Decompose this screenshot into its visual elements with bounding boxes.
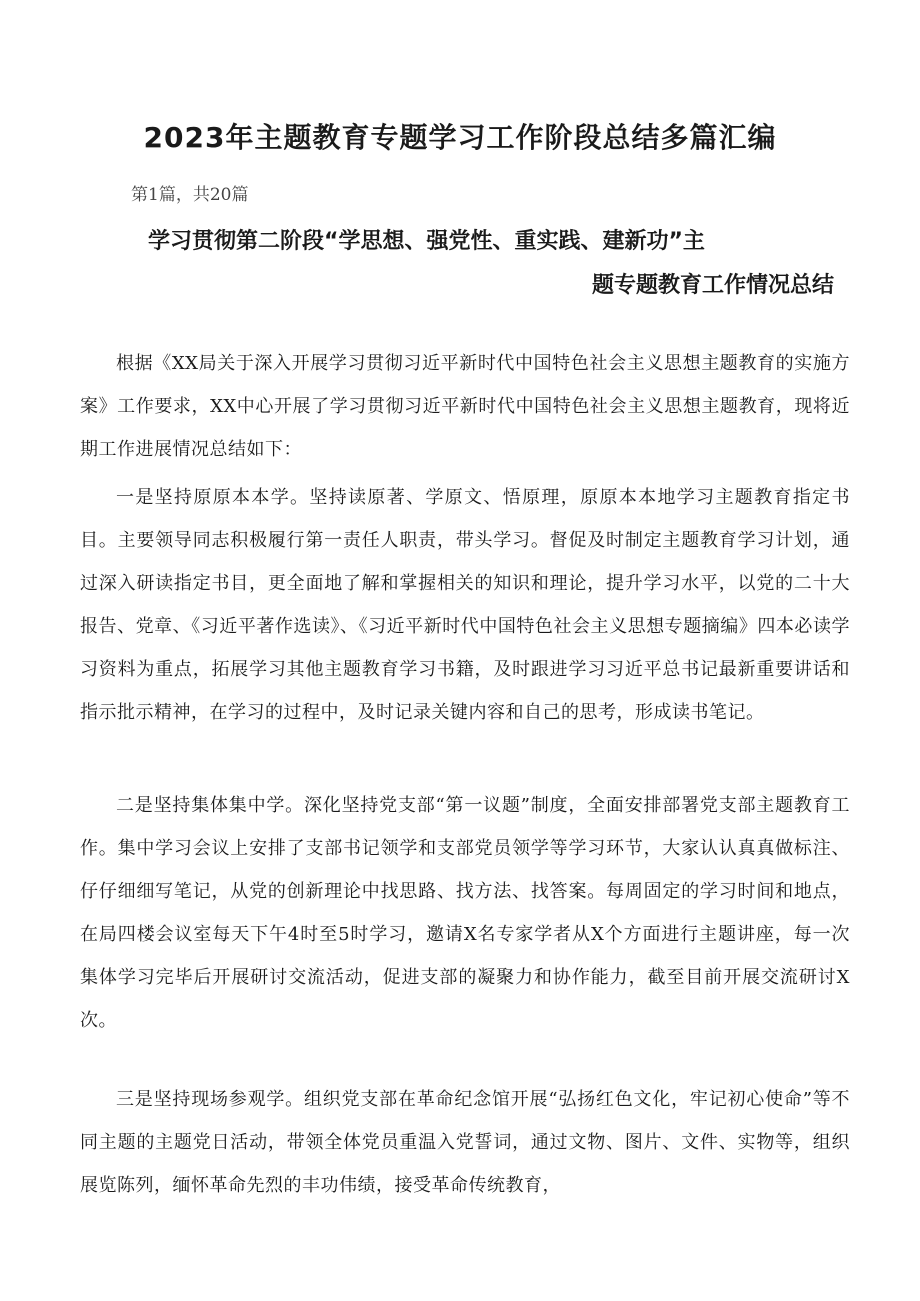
body-paragraph-2: 二是坚持集体集中学。深化坚持党支部“第一议题”制度，全面安排部署党支部主题教育工作。集中学习会议上安排了支部书记领学和支部党员领学等学习环节，大家认认真真做标注、仔仔细细写笔记，从党的创新理论中找思路、找方法、找答案。每周固定的学习时间和地点，在局四楼会议室每天下午4时至5时学习，邀请X名专家学者从X个方面进行主题讲座，每一次集体学习完毕后开展研讨交流活动，促进支部的凝聚力和协作能力，截至目前开展交流研讨X次。: [80, 795, 850, 1031]
section-title-line-2: 题专题教育工作情况总结: [591, 273, 834, 298]
section-title: [148, 220, 838, 308]
body-paragraph-3: 三是坚持现场参观学。组织党支部在革命纪念馆开展“弘扬红色文化，牢记初心使命”等不同主题的主题党日活动，带领全体党员重温入党誓词，通过文物、图片、文件、实物等，组织展览陈列，缅怀革命先烈的丰功伟绩，接受革命传统教育，: [80, 1089, 850, 1196]
body-paragraph-1: 一是坚持原原本本学。坚持读原著、学原文、悟原理，原原本本地学习主题教育指定书目。主要领导同志积极履行第一责任人职责，带头学习。督促及时制定主题教育学习计划，通过深入研读指定书目，更全面地了解和掌握相关的知识和理论，提升学习水平，以党的二十大报告、党章、《习近平著作选读》、《习近平新时代中国特色社会主义思想专题摘编》四本必读学习资料为重点，拓展学习其他主题教育学习书籍，及时跟进学习习近平总书记最新重要讲话和指示批示精神，在学习的过程中，及时记录关键内容和自己的思考，形成读书笔记。: [80, 487, 850, 723]
body-paragraph-intro: 根据《XX局关于深入开展学习贯彻习近平新时代中国特色社会主义思想主题教育的实施方案》工作要求，XX中心开展了学习贯彻习近平新时代中国特色社会主义思想主题教育，现将近期工作进展情况总结如下：: [80, 353, 850, 460]
section-title-line-1: 学习贯彻第二阶段“学思想、强党性、重实践、建新功”主: [148, 229, 705, 254]
document-title: 2023年主题教育专题学习工作阶段总结多篇汇编: [143, 121, 777, 154]
part-label: 第1篇，共20篇: [131, 185, 249, 205]
